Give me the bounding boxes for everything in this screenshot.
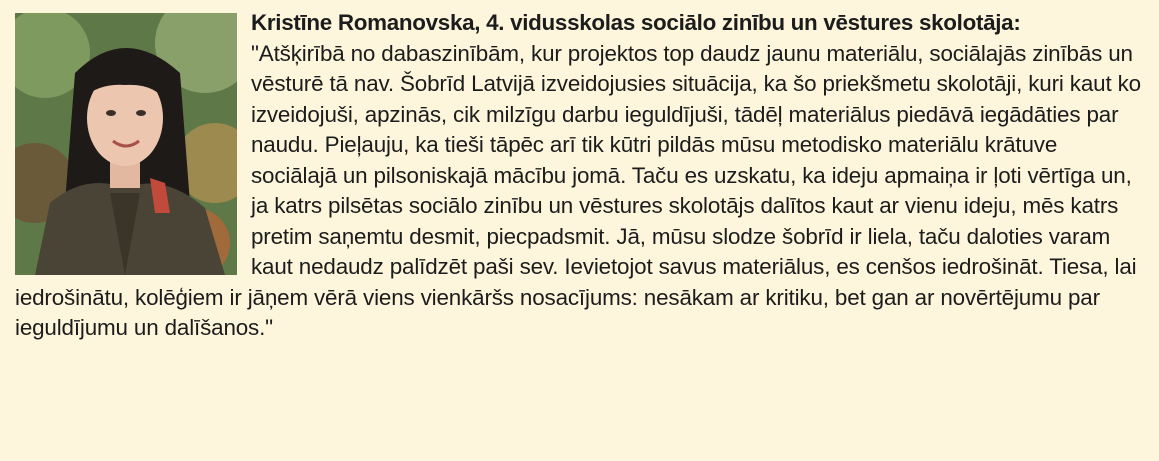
quote-text: "Atšķirībā no dabaszinībām, kur projektos top daudz jaunu materiālu, sociālajās zinībās un vēsturē tā nav. Šobrīd Latvijā izveidojusies situācija, ka šo priekšmetu skolotāji, kuri kaut ko izveidojuši, apzinās, cik milzīgu darbu ieguldījuši, tādēļ materiālus piedāvā iegādāties par naudu. Pieļauju, ka tieši tāpēc arī tik kūtri pildās mūsu metodisko materiālu krātuve sociālajā un pilsoniskajā mācību jomā. Taču es uzskatu, ka ideju apmaiņa ir ļoti vērtīga un, ja katrs pilsētas sociālo zinību un vēstures skolotājs dalītos kaut ar vienu ideju, mēs katrs pretim saņemtu desmit, piecpadsmit. Jā, mūsu slodze šobrīd ir liela, taču daloties varam kaut nedaudz palīdzēt paši sev. Ievietojot savus materiālus, es cenšos iedrošināt. Tiesa, lai iedrošinātu, kolēģiem ir jāņem vērā viens vienkāršs nosacījums: nesākam ar kritiku, bet gan ar novērtējumu par ieguldījumu un dalīšanos." [15,40,1141,340]
article-text [15,8,1145,344]
photo-spacer [15,8,251,276]
author-line: Kristīne Romanovska, 4. vidusskolas sociālo zinību un vēstures skolotāja: [251,10,1021,35]
